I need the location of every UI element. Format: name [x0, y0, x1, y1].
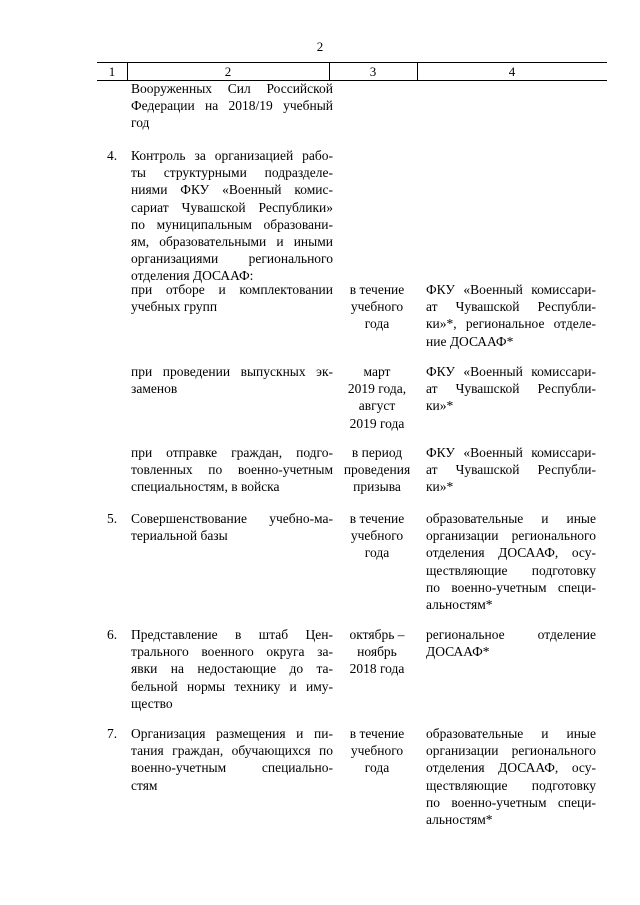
- table-header-row: [97, 62, 607, 81]
- item-number: 4.: [107, 148, 118, 163]
- header-col-2: 2: [224, 64, 232, 79]
- header-col-4: 4: [508, 64, 516, 79]
- item-4-sub-3-term: в период проведения призыва: [343, 445, 411, 495]
- item-4-sub-3-responsible: ФКУ «Военный комиссари- ат Чувашской Республи- ки»*: [426, 445, 596, 495]
- item-4-text: Контроль за организацией рабо- ты структурными подразделе- ниями ФКУ «Военный комис- сариат Чувашской Республики» по муниципальным образовани- ям, образовательными и иными организациями регионального отделения ДОСААФ:: [131, 148, 333, 284]
- item-5-responsible: образовательные и иные организации регионального отделения ДОСААФ, осу- ществляющие подготовку по военно-учетным специ- альностям*: [426, 511, 596, 613]
- item-4-sub-1-text: при отборе и комплектовании учебных групп: [131, 282, 333, 315]
- item-4-sub-3-text: при отправке граждан, подго- товленных по военно-учетным специальностям, в войска: [131, 445, 333, 495]
- item-6-responsible: региональное отделение ДОСААФ*: [426, 627, 596, 660]
- item-5-text: Совершенствование учебно-ма- териальной базы: [131, 511, 333, 544]
- item-5-term: в течение учебного года: [349, 511, 405, 561]
- item-6-text: Представление в штаб Цен- трального военного округа за- явки на недостающие до та- бельной нормы технику и иму- щество: [131, 627, 333, 711]
- item-7-responsible: образовательные и иные организации регионального отделения ДОСААФ, осу- ществляющие подготовку по военно-учетным специ- альностям*: [426, 726, 596, 828]
- item-number: 6.: [107, 627, 118, 642]
- header-col-3: 3: [369, 64, 377, 79]
- item-4-sub-1-responsible: ФКУ «Военный комиссари- ат Чувашской Республи- ки»*, региональное отделе- ние ДОСААФ*: [426, 282, 596, 349]
- item-4-sub-2-term: март 2019 года, август 2019 года: [347, 364, 407, 431]
- continuation-text: Вооруженных Сил Российской Федерации на 2018/19 учебный год: [131, 81, 333, 131]
- item-7-term: в течение учебного года: [349, 726, 405, 776]
- item-number: 7.: [107, 726, 118, 741]
- item-6-term: октябрь – ноябрь 2018 года: [349, 627, 405, 677]
- item-4-sub-1-term: в течение учебного года: [349, 282, 405, 332]
- page-number: 2: [316, 39, 324, 54]
- item-7-text: Организация размещения и пи- тания граждан, обучающихся по военно-учетным специально- стям: [131, 726, 333, 793]
- item-number: 5.: [107, 511, 118, 526]
- header-col-1: 1: [108, 64, 116, 79]
- item-4-sub-2-responsible: ФКУ «Военный комиссари- ат Чувашской Республи- ки»*: [426, 364, 596, 414]
- item-4-sub-2-text: при проведении выпускных эк- заменов: [131, 364, 333, 397]
